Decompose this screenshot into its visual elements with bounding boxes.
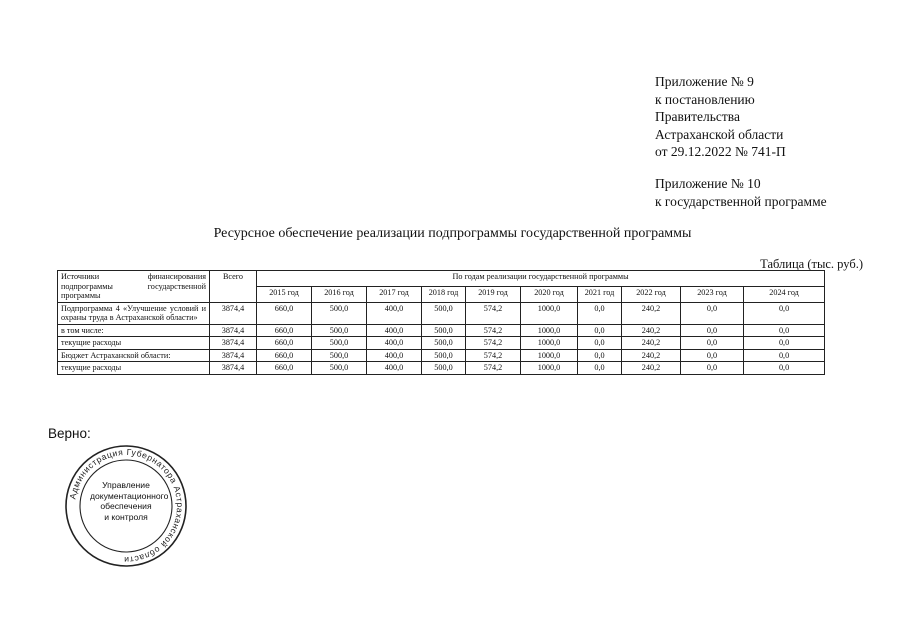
row-value: 0,0 [681,324,744,337]
certified-label: Верно: [48,426,91,441]
header-total: Всего [210,271,257,303]
row-value: 1000,0 [521,349,578,362]
row-value: 1000,0 [521,324,578,337]
row-value: 500,0 [312,324,367,337]
row-value: 660,0 [257,362,312,375]
header-year: 2019 год [466,286,521,302]
row-value: 500,0 [312,349,367,362]
row-value: 400,0 [367,349,422,362]
stamp-line: и контроля [104,511,148,522]
row-value: 0,0 [744,349,825,362]
row-total: 3874,4 [210,362,257,375]
row-value: 574,2 [466,349,521,362]
row-value: 1000,0 [521,362,578,375]
row-value: 660,0 [257,337,312,350]
table-row [58,362,825,375]
row-value: 1000,0 [521,337,578,350]
row-value: 660,0 [257,349,312,362]
header-year: 2020 год [521,286,578,302]
header-years-group: По годам реализации государственной программы [257,271,825,287]
row-value: 240,2 [622,324,681,337]
row-value: 400,0 [367,302,422,324]
row-value: 0,0 [578,349,622,362]
row-value: 500,0 [422,337,466,350]
row-value: 500,0 [312,302,367,324]
annex-9-block [655,73,786,161]
row-value: 660,0 [257,302,312,324]
annex-9-line: от 29.12.2022 № 741-П [655,144,786,159]
row-value: 574,2 [466,324,521,337]
row-value: 500,0 [422,324,466,337]
official-stamp [64,444,188,568]
stamp-inner-text [90,480,169,522]
annex-9-line: Астраханской области [655,126,784,142]
annex-9-line: Приложение № 9 [655,74,754,89]
row-value: 240,2 [622,349,681,362]
row-value: 0,0 [744,337,825,350]
row-total: 3874,4 [210,324,257,337]
row-source: Подпрограмма 4 «Улучшение условий и охраны труда в Астраханской области» [58,302,210,324]
resource-table [57,270,825,375]
header-year: 2023 год [681,286,744,302]
annex-10-block [655,175,827,210]
row-value: 0,0 [578,302,622,324]
row-value: 574,2 [466,302,521,324]
row-source: текущие расходы [58,337,210,350]
header-year: 2017 год [367,286,422,302]
row-value: 0,0 [578,324,622,337]
stamp-line: обеспечения [100,501,152,511]
row-source: текущие расходы [58,362,210,375]
row-value: 240,2 [622,362,681,375]
row-value: 240,2 [622,337,681,350]
row-total: 3874,4 [210,337,257,350]
row-value: 574,2 [466,362,521,375]
table-caption: Таблица (тыс. руб.) [760,257,863,271]
row-value: 500,0 [312,337,367,350]
table-row [58,349,825,362]
stamp-line: документационного [90,490,169,501]
table-row [58,337,825,350]
row-source: Бюджет Астраханской области: [58,349,210,362]
table-row [58,324,825,337]
row-value: 0,0 [744,324,825,337]
annex-10-line: Приложение № 10 [655,176,761,191]
row-value: 500,0 [422,349,466,362]
stamp-line: Управление [102,480,150,490]
row-value: 0,0 [744,302,825,324]
row-value: 0,0 [681,362,744,375]
header-year: 2015 год [257,286,312,302]
row-value: 400,0 [367,362,422,375]
row-value: 0,0 [578,362,622,375]
row-value: 0,0 [681,302,744,324]
row-value: 240,2 [622,302,681,324]
annex-9-line: к постановлению [655,91,755,107]
row-value: 0,0 [578,337,622,350]
row-source: в том числе: [58,324,210,337]
row-total: 3874,4 [210,349,257,362]
row-value: 500,0 [422,362,466,375]
row-value: 400,0 [367,324,422,337]
table-row [58,302,825,324]
row-value: 0,0 [681,337,744,350]
header-year: 2024 год [744,286,825,302]
document-title: Ресурсное обеспечение реализации подпрограммы государственной программы [213,226,692,241]
row-value: 0,0 [681,349,744,362]
header-source: Источники финансирования подпрограммы государственной программы [58,271,210,303]
header-year: 2018 год [422,286,466,302]
row-value: 500,0 [422,302,466,324]
row-value: 574,2 [466,337,521,350]
row-value: 0,0 [744,362,825,375]
stamp-ring-text: Администрация Губернатора Астраханской области [67,446,186,566]
row-total: 3874,4 [210,302,257,324]
annex-10-line: к государственной программе [655,193,827,209]
row-value: 1000,0 [521,302,578,324]
row-value: 660,0 [257,324,312,337]
row-value: 500,0 [312,362,367,375]
annex-9-line: Правительства [655,109,740,124]
header-year: 2022 год [622,286,681,302]
header-year: 2016 год [312,286,367,302]
row-value: 400,0 [367,337,422,350]
header-year: 2021 год [578,286,622,302]
